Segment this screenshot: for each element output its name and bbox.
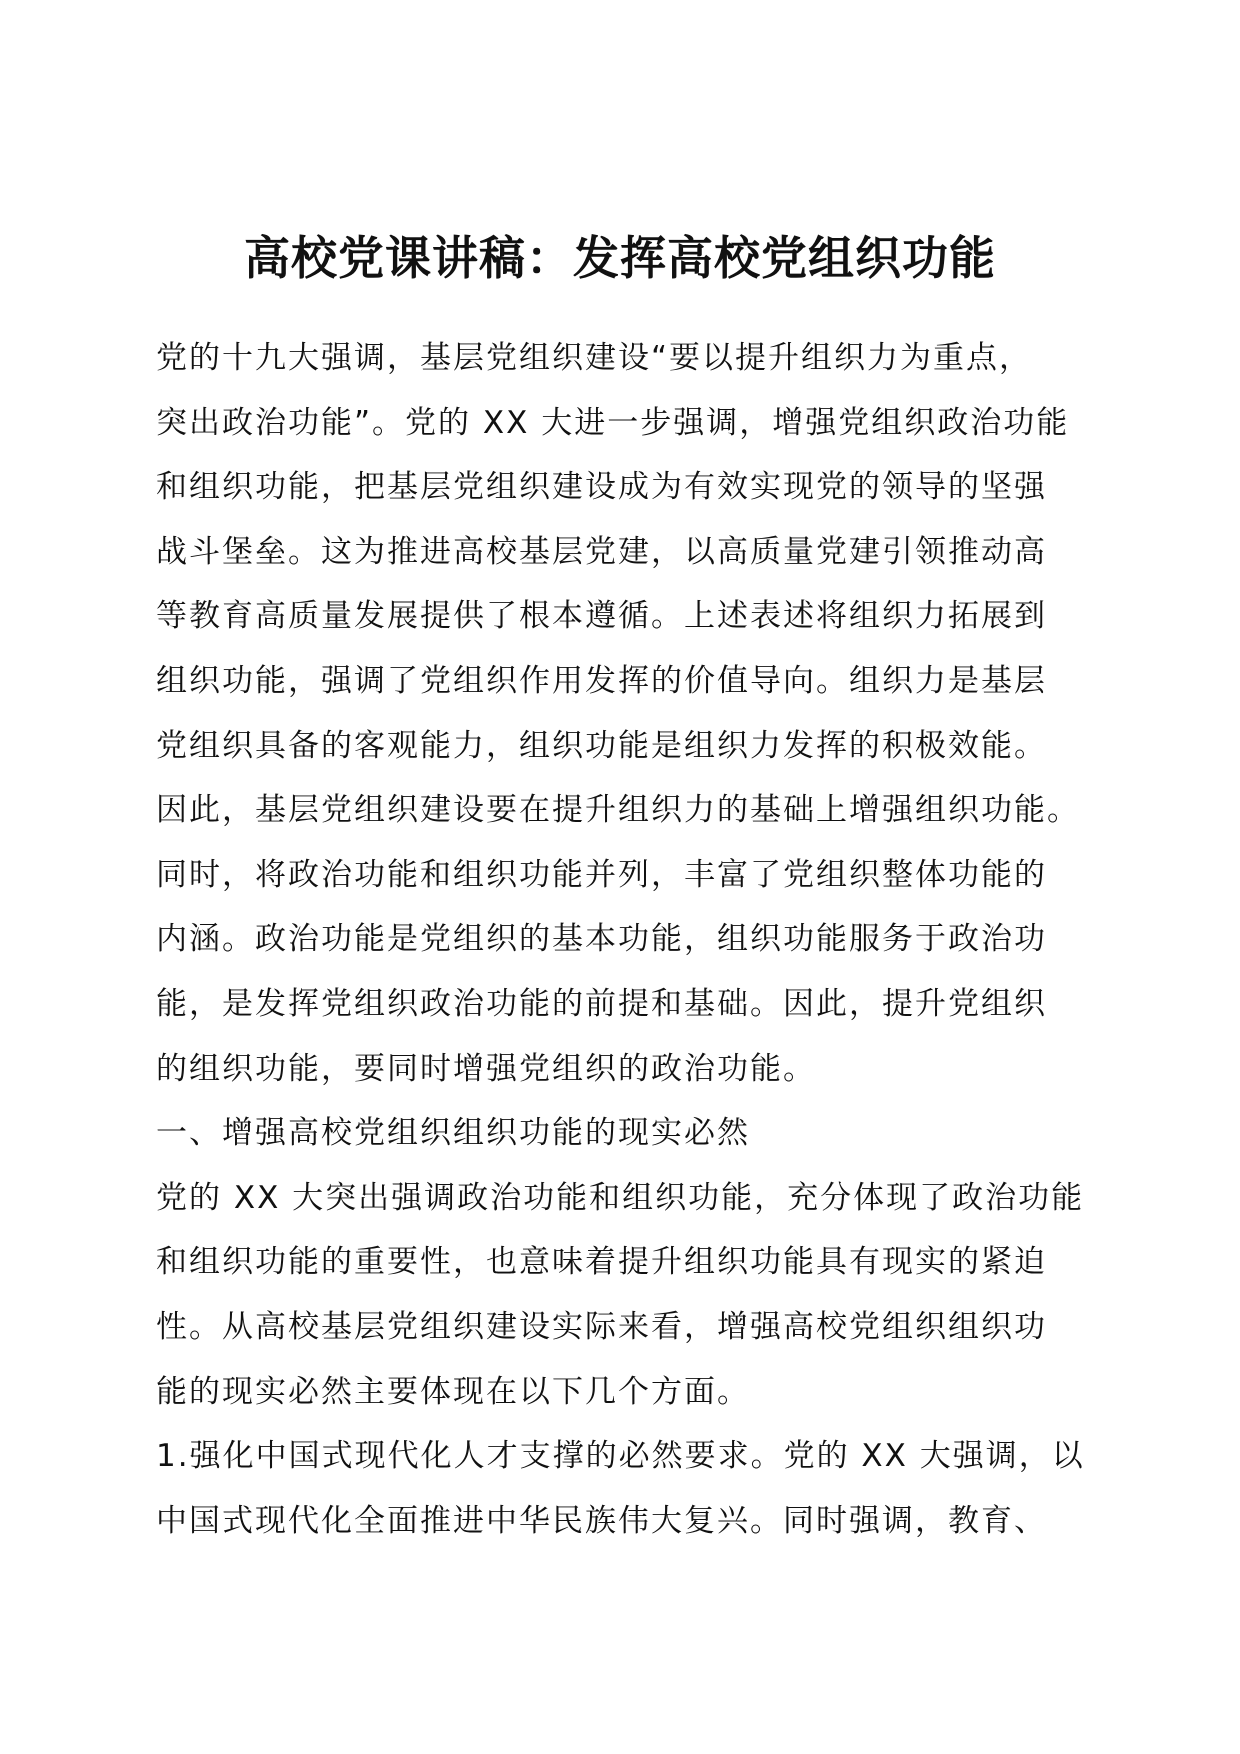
body-line: 能的现实必然主要体现在以下几个方面。 <box>156 1373 750 1410</box>
document-title: 高校党课讲稿：发挥高校党组织功能 <box>244 231 996 285</box>
document-body <box>156 326 1096 1553</box>
body-line: 和组织功能，把基层党组织建设成为有效实现党的领导的坚强 <box>156 469 1047 506</box>
body-line: 突出政治功能”。党的 XX 大进一步强调，增强党组织政治功能 <box>156 404 1070 441</box>
body-line: 党的十九大强调，基层党组织建设“要以提升组织力为重点， <box>156 340 1033 376</box>
section-heading: 一、增强高校党组织组织功能的现实必然 <box>156 1115 750 1152</box>
body-line: 战斗堡垒。这为推进高校基层党建，以高质量党建引领推动高 <box>156 533 1047 570</box>
body-line: 同时，将政治功能和组织功能并列，丰富了党组织整体功能的 <box>156 856 1047 893</box>
body-line: 1.强化中国式现代化人才支撑的必然要求。党的 XX 大强调，以 <box>156 1438 1085 1475</box>
body-line: 中国式现代化全面推进中华民族伟大复兴。同时强调，教育、 <box>156 1502 1047 1539</box>
body-line: 性。从高校基层党组织建设实际来看，增强高校党组织组织功 <box>156 1308 1047 1345</box>
body-line: 组织功能，强调了党组织作用发挥的价值导向。组织力是基层 <box>156 662 1047 699</box>
body-line: 党组织具备的客观能力，组织功能是组织力发挥的积极效能。 <box>156 727 1047 764</box>
body-line: 能，是发挥党组织政治功能的前提和基础。因此，提升党组织 <box>156 985 1047 1022</box>
body-line: 因此，基层党组织建设要在提升组织力的基础上增强组织功能。 <box>156 792 1080 829</box>
body-line: 等教育高质量发展提供了根本遵循。上述表述将组织力拓展到 <box>156 598 1047 635</box>
body-line: 的组织功能，要同时增强党组织的政治功能。 <box>156 1050 816 1087</box>
body-line: 党的 XX 大突出强调政治功能和组织功能，充分体现了政治功能 <box>156 1179 1085 1216</box>
body-line: 和组织功能的重要性，也意味着提升组织功能具有现实的紧迫 <box>156 1244 1047 1281</box>
body-line: 内涵。政治功能是党组织的基本功能，组织功能服务于政治功 <box>156 921 1047 958</box>
